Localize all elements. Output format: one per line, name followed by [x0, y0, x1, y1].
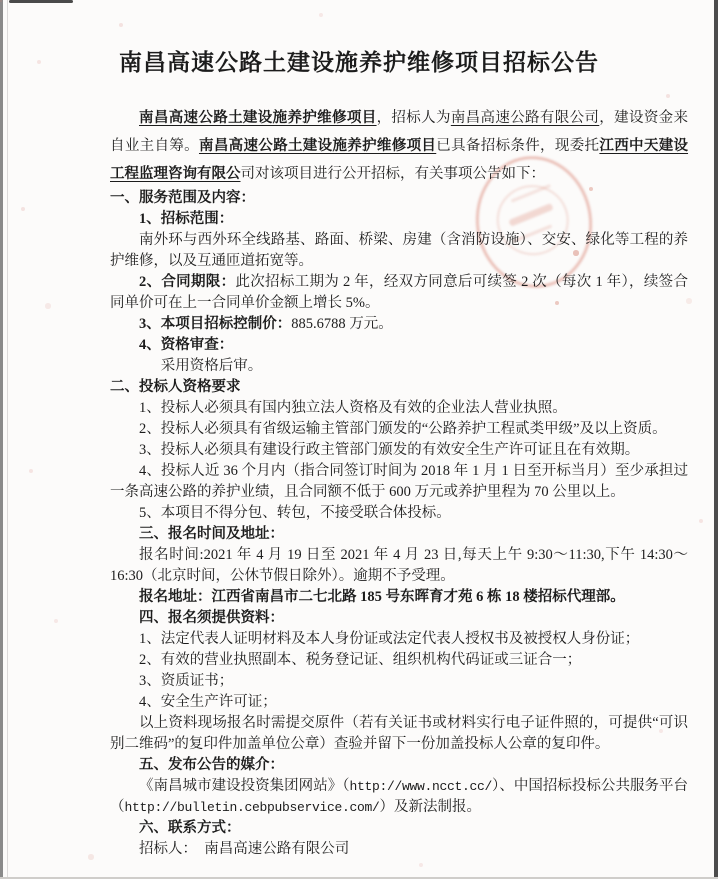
text-run: ，建设资金来自业主自筹。 — [110, 110, 689, 154]
text-run: ，招标人为 — [376, 110, 451, 126]
text-run: 南昌高速公路有限公司 — [450, 110, 600, 126]
text-run: 南外环与西外环全线路基、路面、桥梁、房建（含消防设施）、交安、绿化等工程的养护维修，以及互通匝道拓宽等。 — [110, 232, 688, 269]
paragraph — [110, 314, 688, 335]
text-run: 二、投标人资格要求 — [110, 379, 241, 395]
text-run: 4、投标人近 36 个月内（指合同签订时间为 2018 年 1 月 1 日至开标当月）至少承担过一条高速公路的养护业绩，且合同额不低于 600 万元或养护里程为 70 公里以上。 — [110, 463, 688, 500]
text-run: 4、资格审查： — [139, 337, 234, 353]
paragraph — [110, 461, 688, 503]
text-run: 2、有效的营业执照副本、税务登记证、组织机构代码证或三证合一； — [139, 652, 582, 668]
paragraph — [110, 776, 688, 818]
text-run: 3、投标人必须具有建设行政主管部门颁发的有效安全生产许可证且在有效期。 — [139, 442, 640, 458]
text-run: 《南昌城市建设投资集团网站》（ — [139, 778, 350, 794]
text-run: 以上资料现场报名时需提交原件（若有关证书或材料实行电子证件照的，可提供“可识别二维码”的复印件加盖单位公章）查验并留下一份加盖投标人公章的复印件。 — [110, 715, 688, 752]
paragraph — [110, 503, 688, 524]
text-run: 此次招标工期为 2 年，经双方同意后可续签 2 次（每次 1 年），续签合同单价可在上一合同单价金额上增长 5%。 — [110, 274, 688, 311]
text-run: 采用资格后审。 — [160, 358, 263, 374]
paragraph — [110, 818, 688, 839]
text-run: 三、报名时间及地址： — [139, 526, 284, 542]
text-run: 2、合同期限： — [139, 274, 236, 290]
text-run: 1、法定代表人证明材料及本人身份证或法定代表人授权书及被授权人身份证； — [139, 631, 640, 647]
text-run: http://www.ncct.cc/ — [349, 779, 493, 794]
paragraph — [110, 671, 688, 692]
paragraph — [110, 524, 688, 545]
document-title: 南昌高速公路土建设施养护维修项目招标公告 — [119, 50, 599, 75]
paragraph — [110, 608, 688, 629]
paragraph — [110, 335, 688, 356]
paragraph — [110, 398, 688, 419]
paragraph — [110, 440, 688, 461]
paragraph — [110, 629, 688, 650]
text-run: 六、联系方式： — [139, 820, 241, 836]
paragraph — [110, 188, 688, 209]
text-run: 南昌高速公路土建设施养护维修项目 — [198, 138, 437, 154]
text-run: 报名时间:2021 年 4 月 19 日至 2021 年 4 月 23 日,每天上午 9:30～11:30,下午 14:30～16:30（北京时间，公休节假日除外）。逾期不予受理。 — [110, 547, 688, 584]
text-run: 885.6788 万元。 — [291, 316, 393, 332]
paragraph — [110, 419, 688, 440]
text-run: 3、资质证书； — [139, 673, 234, 689]
text-run: 3、本项目招标控制价： — [139, 316, 292, 332]
scan-mark — [9, 0, 73, 3]
text-run: 四、报名须提供资料： — [139, 610, 284, 626]
text-run: 司对该项目进行公开招标，有关事项公告如下： — [240, 166, 545, 182]
text-run: 五、发布公告的媒介： — [139, 757, 284, 773]
text-run: ）及新法制报。 — [379, 799, 482, 815]
text-run: 5、本项目不得分包、转包，不接受联合体投标。 — [139, 505, 451, 521]
scan-edge-left-line — [7, 0, 8, 879]
paragraph — [110, 209, 688, 230]
text-run: http://bulletin.cebpubservice.com/ — [124, 800, 380, 815]
paragraph — [110, 230, 688, 272]
paragraph — [110, 650, 688, 671]
text-run: ）、中国招标投标公共服务平台（ — [110, 778, 689, 815]
scan-noise — [0, 0, 2, 2]
paragraph — [110, 713, 688, 755]
text-run: 一、服务范围及内容： — [110, 190, 255, 206]
text-run: 1、投标人必须具有国内独立法人资格及有效的企业法人营业执照。 — [139, 400, 567, 416]
paragraph — [110, 755, 688, 776]
text-run: 江西中天建设工程监理咨询有限公 — [110, 138, 689, 182]
text-run: 已具备招标条件，现委托 — [436, 138, 600, 154]
text-run: 南昌高速公路土建设施养护维修项目 — [139, 110, 377, 126]
paragraph — [110, 839, 688, 860]
paragraph — [110, 356, 688, 377]
text-run: 报名地址：江西省南昌市二七北路 185 号东晖育才苑 6 栋 18 楼招标代理部。 — [139, 589, 625, 605]
paragraph — [110, 104, 688, 188]
paragraph — [110, 272, 688, 314]
paragraph — [110, 587, 688, 608]
scan-edge-left — [0, 0, 3, 879]
paragraph — [110, 545, 688, 587]
text-run: 1、招标范围： — [139, 211, 234, 227]
document-body — [110, 104, 688, 860]
paragraph — [110, 377, 688, 398]
scan-edge-right — [714, 0, 718, 879]
text-run: 招标人： 南昌高速公路有限公司 — [139, 841, 350, 857]
paragraph — [110, 692, 688, 713]
text-run: 2、投标人必须具有省级运输主管部门颁发的“公路养护工程贰类甲级”及以上资质。 — [139, 421, 667, 437]
text-run: 4、安全生产许可证； — [139, 694, 277, 710]
